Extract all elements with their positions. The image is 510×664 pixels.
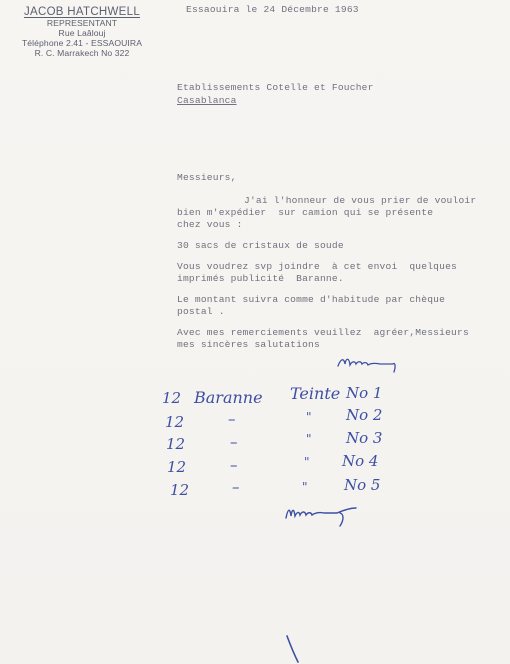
order-shade: " (306, 410, 312, 424)
body-line: Avec mes remerciements veuillez agréer,Messieurs (177, 327, 469, 338)
order-number: No 1 (346, 384, 383, 402)
body-line: imprimés publicité Baranne. (177, 273, 344, 284)
order-number: No 5 (344, 476, 381, 494)
order-number: No 3 (346, 429, 383, 447)
letterhead-phone: Téléphone 2.41 - ESSAOUIRA (21, 37, 143, 48)
order-shade: Teinte (290, 384, 341, 403)
order-qty: 12 (167, 458, 187, 476)
order-number: No 4 (342, 452, 379, 470)
recipient-name: Etablissements Cotelle et Foucher (177, 82, 374, 93)
body-line: postal . (177, 306, 225, 317)
body-line: Le montant suivra comme d'habitude par chèque (177, 294, 446, 305)
order-number: No 2 (346, 406, 383, 424)
order-qty: 12 (165, 413, 185, 431)
signature-bottom (282, 500, 362, 528)
order-product: – (230, 456, 238, 474)
recipient-city: Casablanca (177, 95, 237, 106)
order-line: 30 sacs de cristaux de soude (177, 240, 344, 251)
order-product: – (232, 478, 240, 496)
letterhead-title: REPRESENTANT (46, 18, 118, 29)
order-shade: " (306, 432, 312, 446)
body-line: bien m'expédier sur camion qui se présente (177, 207, 434, 218)
order-product: – (228, 410, 236, 428)
body-line: mes sincères salutations (177, 339, 320, 350)
body-line: Vous voudrez svp joindre à cet envoi quelques (177, 261, 457, 272)
letterhead-registry: R. C. Marrakech No 322 (34, 47, 130, 58)
letterhead-name: JACOB HATCHWELL (23, 6, 141, 18)
order-qty: 12 (162, 389, 182, 407)
order-product: Baranne (194, 388, 263, 407)
letterhead-street: Rue Laâlouj (58, 28, 106, 39)
order-qty: 12 (170, 481, 190, 499)
order-qty: 12 (166, 435, 186, 453)
body-line: J'ai l'honneur de vous prier de vouloir (244, 195, 477, 206)
salutation: Messieurs, (177, 172, 237, 183)
dateline: Essaouira le 24 Décembre 1963 (186, 4, 359, 15)
order-shade: " (304, 455, 310, 469)
pen-mark (284, 634, 304, 664)
order-shade: " (302, 480, 308, 494)
order-product: – (230, 433, 238, 451)
body-line: chez vous : (177, 219, 243, 230)
